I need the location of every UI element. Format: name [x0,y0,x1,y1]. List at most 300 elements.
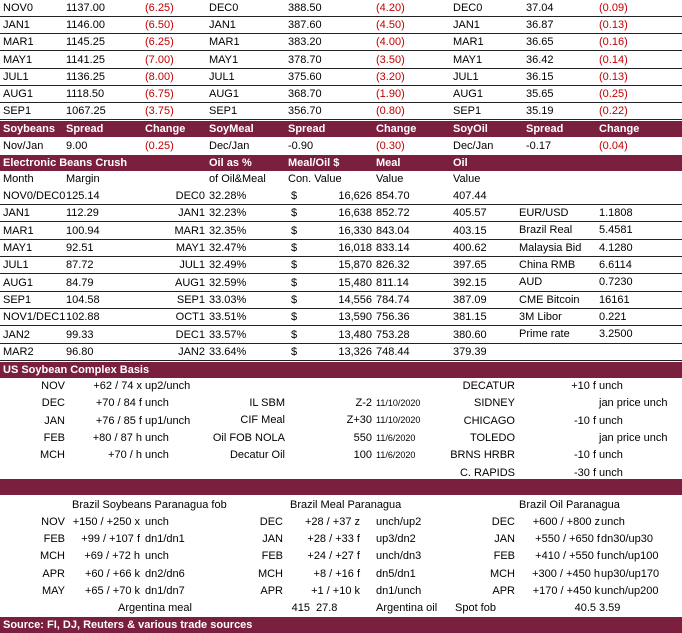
basis-location: Oil FOB NOLA [212,431,285,444]
crush-meal-value: 756.36 [376,311,410,324]
crush-con-value: 15,480 [338,276,372,289]
crush-row-divider [0,325,682,326]
basis-elevator-change: unch [599,449,623,462]
meal-change: (4.50) [376,19,405,32]
brazil-soy-change: unch [145,550,169,563]
crush-row-divider [0,291,682,292]
soy-spread-value: 9.00 [66,140,88,152]
brazil-meal-value: +24 / +27 f [307,550,360,563]
crush-col-margin: Margin [66,173,100,185]
argentina-oil-value: 40.5 [574,602,596,614]
crush-oil-value: 380.60 [453,328,487,341]
brazil-oil-value: +550 / +650 f [535,533,600,546]
crush-row-divider [0,204,682,205]
fx-label: China RMB [519,259,576,272]
crush-month: SEP1 [3,294,32,307]
basis-value: +62 / 74 x [93,380,142,392]
oil-change: (0.09) [599,2,628,14]
brazil-oil-value: +170 / +450 k [532,584,600,597]
oil-price: 36.42 [526,53,554,66]
basis-elevator-change: unch [599,414,623,427]
basis-date: 11/6/2020 [376,432,416,443]
basis-location-value: 550 [353,431,372,444]
fx-value: 0.7230 [599,276,633,289]
soybean-change: (6.75) [145,88,174,100]
crush-margin: 112.29 [66,207,99,220]
spread-header-bar [0,121,682,137]
fx-value: 1.1808 [599,207,633,219]
crush-header-meal: Meal [376,157,401,169]
soybean-change: (8.00) [145,70,174,83]
brazil-oil-month: APR [492,584,515,597]
fx-label: Malaysia Bid [519,241,582,254]
spread-header-label: Change [145,123,186,135]
meal-change: (0.80) [376,105,405,118]
crush-row-divider [0,273,682,274]
soybean-month: MAR1 [3,36,34,49]
brazil-oil-title: Brazil Oil Paranagua [519,499,620,511]
brazil-meal-change: dn5/dn1 [376,567,416,580]
brazil-soy-value: +150 / +250 x [72,516,140,528]
soybean-price: 1136.25 [66,70,105,83]
crush-oil-pct: 33.03% [209,294,247,307]
fx-label: Brazil Real [519,224,573,237]
argentina-oil-change: 3.59 [599,602,621,614]
fx-label: EUR/USD [519,207,569,219]
crush-oil-value: 407.44 [453,190,487,202]
crush-oil-month: DEC1 [175,328,205,341]
brazil-soy-month: NOV [41,516,65,528]
oil-change: (0.13) [599,19,628,32]
meal-month: SEP1 [209,105,238,118]
spread-header-label: Spread [526,123,564,135]
crush-meal-value: 748.44 [376,346,410,359]
separator-bar [0,479,682,495]
source-note: Source: FI, DJ, Reuters & various trade sources [3,619,253,631]
basis-elevator-change: jan price unch [599,431,668,444]
crush-oil-value: 381.15 [453,311,487,324]
soybean-price: 1067.25 [66,105,106,118]
oil-price: 37.04 [526,2,554,14]
soybean-month: SEP1 [3,105,32,118]
basis-elevator: DECATUR [462,380,515,392]
fx-label: 3M Libor [519,311,562,324]
meal-price: 387.60 [288,19,322,32]
crush-oil-month: DEC0 [175,190,205,202]
crush-oil-pct: 32.59% [209,276,247,289]
crush-margin: 99.33 [66,328,94,341]
crush-oil-month: JUL1 [179,259,205,272]
crush-oil-pct: 33.51% [209,311,247,324]
basis-month: FEB [43,431,65,444]
soybean-change: (6.50) [145,19,174,32]
soybean-change: (7.00) [145,53,174,66]
basis-elevator-change: jan price unch [599,397,668,410]
oil-change: (0.16) [599,36,628,49]
meal-change: (4.20) [376,2,405,14]
crush-meal-value: 843.04 [376,224,410,237]
crush-month: AUG1 [3,276,33,289]
fx-label: Prime rate [519,328,570,341]
crush-dollar-sign: $ [291,190,298,202]
spread-header-label: Soybeans [3,123,55,135]
crush-oil-month: OCT1 [175,311,205,324]
basis-elevator-value: -10 f [573,449,596,462]
crush-header-meal-oil: Meal/Oil $ [288,157,340,169]
argentina-meal-value: 415 [291,602,310,614]
brazil-soy-change: dn1/dn1 [145,533,185,546]
basis-location-value: Z+30 [346,414,372,427]
basis-date: 11/10/2020 [376,415,421,426]
crush-meal-value: 784.74 [376,294,410,307]
crush-header-oil-pct: Oil as % [209,157,252,169]
basis-value: +80 / 87 h [92,431,142,444]
brazil-meal-change: up3/dn2 [376,533,416,546]
basis-change: unch [145,449,169,462]
soybean-price: 1145.25 [66,36,105,49]
basis-elevator-value: -30 f [573,466,596,479]
crush-margin: 87.72 [66,259,94,272]
crush-dollar-sign: $ [291,294,298,307]
soybean-month: JUL1 [3,70,29,83]
crush-meal-value: 833.14 [376,242,410,255]
crush-oil-pct: 33.64% [209,346,247,359]
soybean-month: NOV0 [3,2,33,14]
crush-con-value: 13,590 [338,311,372,324]
crush-oil-pct: 32.35% [209,224,247,237]
brazil-oil-month: FEB [493,550,515,563]
meal-spread-months: Dec/Jan [209,140,250,152]
basis-elevator-value: +10 f [571,380,596,392]
crush-dollar-sign: $ [291,328,298,341]
soybean-price: 1141.25 [66,53,105,66]
crush-con-value: 16,018 [338,242,372,255]
meal-change: (3.20) [376,70,405,83]
soy-spread-change: (0.25) [145,140,174,152]
meal-month: JAN1 [209,19,236,32]
basis-location: IL SBM [249,397,285,409]
meal-price: 375.60 [288,70,322,83]
crush-row-divider [0,256,682,257]
argentina-oil-label: Argentina oil [376,602,438,614]
brazil-soy-month: FEB [43,533,65,546]
crush-oil-value: 392.15 [453,276,487,289]
oil-spread-months: Dec/Jan [453,140,494,152]
brazil-meal-value: +28 / +37 z [304,516,360,528]
crush-oil-month: MAY1 [175,242,205,255]
basis-change: up2/unch [145,380,191,392]
futures-row-divider [0,50,682,51]
meal-price: 368.70 [288,88,322,100]
crush-dollar-sign: $ [291,311,298,324]
crush-oil-value: 387.09 [453,294,487,307]
basis-date: 11/6/2020 [376,449,416,460]
meal-spread-change: (0.30) [376,140,405,152]
brazil-soy-value: +60 / +66 k [84,567,140,580]
crush-con-value: 13,480 [338,328,372,341]
oil-price: 35.19 [526,105,554,118]
brazil-oil-value: +300 / +450 h [532,567,600,580]
crush-meal-value: 852.72 [376,207,410,220]
brazil-meal-month: APR [260,584,283,597]
crush-oil-pct: 32.49% [209,259,247,272]
crush-dollar-sign: $ [291,276,298,289]
crush-month: MAR2 [3,346,34,359]
soybean-change: (6.25) [145,36,174,49]
crush-row-divider [0,308,682,309]
spread-header-label: Spread [66,123,104,135]
crush-oil-value: 379.39 [453,346,487,359]
brazil-soy-change: dn2/dn6 [145,567,185,580]
oil-price: 35.65 [526,88,554,100]
brazil-oil-change: unch/up100 [601,550,659,563]
spread-header-label: Change [376,123,417,135]
basis-elevator: TOLEDO [469,431,515,444]
crush-month: MAR1 [3,224,34,237]
crush-con-value: 14,556 [338,294,372,307]
crush-header-bar [0,155,682,171]
crush-dollar-sign: $ [291,224,298,237]
meal-month: MAY1 [209,53,239,66]
crush-margin: 125.14 [66,190,100,202]
brazil-meal-value: +8 / +16 f [313,567,360,580]
brazil-meal-month: JAN [262,533,283,546]
basis-value: +70 / h [108,449,142,462]
brazil-oil-month: MCH [489,567,515,580]
brazil-soy-value: +69 / +72 h [84,550,140,563]
crush-oil-pct: 32.23% [209,207,247,220]
soybean-month: MAY1 [3,53,33,66]
crush-con-value: 16,626 [338,190,372,202]
meal-price: 388.50 [288,2,322,14]
brazil-meal-change: unch/dn3 [376,550,422,563]
brazil-meal-month: FEB [261,550,283,563]
oil-change: (0.25) [599,88,628,100]
basis-elevator: SIDNEY [474,397,515,410]
crush-col-oil-value: Value [453,173,481,185]
basis-date: 11/10/2020 [376,398,421,408]
crush-dollar-sign: $ [291,259,298,272]
basis-elevator-change: unch [599,380,623,392]
crush-oil-month: SEP1 [176,294,205,307]
crush-row-divider [0,221,682,222]
soybean-change: (3.75) [145,105,174,118]
meal-month: AUG1 [209,88,239,100]
basis-location: Decatur Oil [229,448,285,461]
crush-margin: 96.80 [66,346,94,359]
crush-oil-pct: 32.28% [209,190,247,202]
crush-row-divider [0,343,682,344]
meal-month: DEC0 [209,2,239,14]
crush-oil-month: JAN2 [178,346,205,359]
brazil-soy-month: MAY [41,584,65,597]
meal-change: (1.90) [376,88,405,100]
basis-elevator-change: unch [599,466,623,479]
crush-con-value: 15,870 [338,259,372,272]
fx-label: AUD [519,276,543,289]
crush-meal-value: 811.14 [376,276,409,289]
futures-row-divider [0,119,682,120]
crush-col-oil-pct: of Oil&Meal [209,173,266,185]
crush-meal-value: 826.32 [376,259,410,272]
crush-col-con-value: Con. Value [288,173,342,185]
crush-con-value: 13,326 [338,346,372,359]
crush-month: JAN1 [3,207,30,220]
crush-col-month: Month [3,173,34,185]
brazil-meal-month: MCH [257,567,283,580]
soybean-change: (6.25) [145,2,174,14]
brazil-soy-change: dn1/dn7 [145,584,185,597]
crush-margin: 100.94 [66,224,100,237]
crush-header-oil: Oil [453,157,468,169]
brazil-oil-change: dn30/up30 [601,533,653,546]
crush-month: MAY1 [3,242,33,255]
fx-value: 3.2500 [599,328,633,341]
meal-price: 383.20 [288,36,322,49]
fx-value: 0.221 [599,311,627,324]
crush-oil-value: 400.62 [453,242,487,255]
basis-elevator: C. RAPIDS [459,466,515,479]
brazil-meal-month: DEC [259,516,283,528]
crush-oil-value: 397.65 [453,259,487,272]
oil-change: (0.13) [599,70,628,83]
crush-row-divider [0,360,682,361]
brazil-soy-title: Brazil Soybeans Paranagua fob [72,499,227,511]
oil-month: DEC0 [453,2,483,14]
oil-month: SEP1 [453,105,482,118]
crush-meal-value: 753.28 [376,328,410,341]
brazil-oil-change: unch [601,516,625,528]
crush-oil-pct: 32.47% [209,242,247,255]
spread-header-label: SoyOil [453,123,488,135]
brazil-soy-month: APR [42,567,65,580]
brazil-meal-value: +1 / +10 k [311,584,360,597]
futures-row-divider [0,33,682,34]
argentina-meal-label: Argentina meal [118,602,192,614]
oil-price: 36.65 [526,36,554,49]
basis-month: MCH [39,449,65,462]
crush-meal-value: 854.70 [376,190,410,202]
soybean-price: 1137.00 [66,2,105,14]
fx-value: 4.1280 [599,241,633,254]
spread-header-label: SoyMeal [209,123,254,135]
meal-month: JUL1 [209,70,235,83]
brazil-oil-value: +410 / +550 f [535,550,600,563]
crush-oil-value: 405.57 [453,207,487,220]
argentina-meal-change: 27.8 [316,602,338,614]
brazil-oil-change: up30/up170 [601,567,660,580]
crush-month: NOV0/DEC0 [3,190,66,202]
basis-month: DEC [41,397,65,410]
basis-location: CIF Meal [240,414,285,427]
oil-change: (0.14) [599,53,628,66]
meal-price: 378.70 [288,53,322,66]
futures-row-divider [0,16,682,17]
basis-title: US Soybean Complex Basis [3,364,150,376]
brazil-oil-month: DEC [491,516,515,528]
crush-oil-month: MAR1 [174,224,205,237]
soy-spread-months: Nov/Jan [3,140,44,152]
basis-header-bar [0,362,682,378]
crush-con-value: 16,638 [338,207,372,220]
oil-price: 36.15 [526,70,554,83]
meal-spread-value: -0.90 [288,140,314,152]
oil-month: JAN1 [453,19,480,32]
basis-value: +76 / 85 f [95,414,142,427]
crush-margin: 92.51 [66,242,94,255]
fx-value: 16161 [599,293,630,306]
brazil-soy-month: MCH [39,550,65,563]
fx-value: 6.6114 [599,259,632,272]
soybean-price: 1118.50 [66,88,105,100]
meal-change: (4.00) [376,36,405,49]
oil-price: 36.87 [526,19,554,32]
crush-dollar-sign: $ [291,242,298,255]
crush-oil-month: AUG1 [175,276,205,289]
brazil-oil-change: unch/up200 [601,584,659,597]
crush-oil-value: 403.15 [453,224,487,237]
basis-location-value: 100 [353,448,372,461]
meal-change: (3.50) [376,53,405,66]
brazil-oil-value: +600 / +800 z [532,516,600,528]
oil-spread-value: -0.17 [526,140,552,152]
futures-row-divider [0,102,682,103]
oil-month: MAY1 [453,53,483,66]
basis-change: up1/unch [145,414,191,427]
oil-month: MAR1 [453,36,484,49]
basis-elevator: CHICAGO [463,414,515,427]
soybean-price: 1146.00 [66,19,105,32]
brazil-meal-change: unch/up2 [376,516,422,528]
crush-title: Electronic Beans Crush [3,157,128,169]
basis-elevator: BRNS HRBR [450,449,515,462]
brazil-soy-value: +99 / +107 f [81,533,140,546]
crush-con-value: 16,330 [338,224,372,237]
meal-price: 356.70 [288,105,322,118]
basis-change: unch [145,397,169,410]
crush-oil-month: JAN1 [178,207,205,220]
crush-col-meal-value: Value [376,173,404,185]
crush-month: JUL1 [3,259,29,272]
oil-spread-change: (0.04) [599,140,628,152]
oil-month: AUG1 [453,88,483,100]
meal-month: MAR1 [209,36,240,49]
basis-elevator-value: -10 f [573,414,596,427]
argentina-spot-label: Spot fob [455,602,496,614]
soybean-month: JAN1 [3,19,30,32]
futures-row-divider [0,85,682,86]
soybean-month: AUG1 [3,88,33,100]
crush-margin: 84.79 [66,276,94,289]
brazil-meal-title: Brazil Meal Paranagua [290,499,402,511]
crush-month: NOV1/DEC1 [3,311,66,324]
basis-location-value: Z-2 [355,397,372,409]
spread-header-label: Change [599,123,640,135]
oil-change: (0.22) [599,105,628,118]
source-bar [0,617,682,633]
brazil-soy-change: unch [145,516,169,528]
crush-month: JAN2 [3,328,30,341]
fx-value: 5.4581 [599,224,633,237]
crush-margin: 102.88 [66,311,100,324]
fx-label: CME Bitcoin [519,293,580,306]
basis-month: NOV [41,380,65,392]
crush-margin: 104.58 [66,294,100,307]
spread-header-label: Spread [288,123,326,135]
brazil-meal-change: dn1/unch [376,584,422,597]
basis-value: +70 / 84 f [95,397,142,410]
brazil-oil-month: JAN [494,533,515,546]
